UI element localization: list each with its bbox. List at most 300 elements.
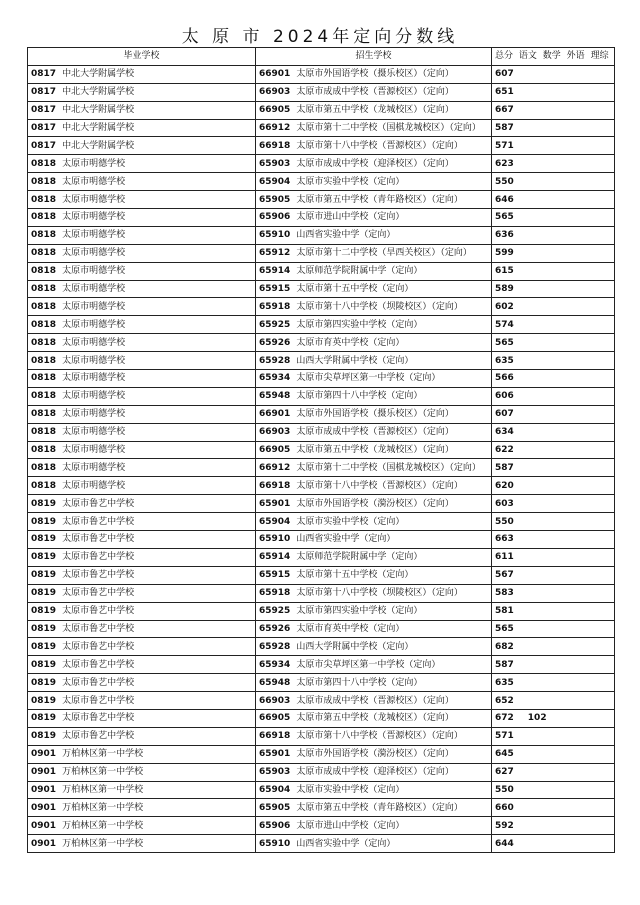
graduate-school-name: 太原市明德学校 bbox=[62, 319, 126, 330]
enroll-school-cell bbox=[256, 244, 492, 262]
graduate-school-name: 太原市明德学校 bbox=[62, 266, 126, 277]
score-cell bbox=[492, 548, 615, 566]
enroll-school-cell bbox=[256, 334, 492, 352]
graduate-school-cell bbox=[28, 191, 256, 209]
enroll-school-cell bbox=[256, 817, 492, 835]
enroll-school-cell bbox=[256, 173, 492, 191]
enroll-school-code: 66918 bbox=[259, 480, 291, 491]
enroll-school-cell bbox=[256, 763, 492, 781]
table-row bbox=[28, 477, 615, 495]
graduate-school-cell bbox=[28, 441, 256, 459]
enroll-school-code: 66905 bbox=[259, 445, 291, 456]
enroll-school-name: 太原师范学院附属中学（定向） bbox=[296, 266, 423, 277]
enroll-school-name: 山西省实验中学（定向） bbox=[296, 230, 396, 241]
table-row bbox=[28, 602, 615, 620]
enroll-school-code: 65925 bbox=[259, 606, 291, 617]
enroll-school-cell bbox=[256, 119, 492, 137]
graduate-school-cell bbox=[28, 405, 256, 423]
enroll-school-code: 65914 bbox=[259, 266, 291, 277]
total-score: 587 bbox=[495, 659, 514, 670]
table-row bbox=[28, 119, 615, 137]
enroll-school-code: 66918 bbox=[259, 731, 291, 742]
graduate-school-code: 0818 bbox=[31, 158, 57, 169]
graduate-school-code: 0818 bbox=[31, 212, 57, 223]
score-cell bbox=[492, 727, 615, 745]
enroll-school-name: 太原市第十五中学校（定向） bbox=[296, 284, 414, 295]
table-row bbox=[28, 727, 615, 745]
graduate-school-code: 0818 bbox=[31, 284, 57, 295]
enroll-school-cell bbox=[256, 387, 492, 405]
enroll-school-code: 65926 bbox=[259, 623, 291, 634]
graduate-school-cell bbox=[28, 101, 256, 119]
header-english: 外语 bbox=[566, 51, 585, 62]
graduate-school-name: 万柏林区第一中学校 bbox=[62, 802, 144, 813]
enroll-school-name: 太原市成成中学校（晋源校区）（定向） bbox=[296, 695, 454, 706]
graduate-school-code: 0817 bbox=[31, 123, 57, 133]
enroll-school-cell bbox=[256, 531, 492, 549]
graduate-school-code: 0818 bbox=[31, 445, 57, 456]
enroll-school-code: 65901 bbox=[259, 498, 291, 509]
enroll-school-code: 65910 bbox=[259, 838, 291, 849]
header-enroll-school: 招生学校 bbox=[256, 48, 492, 66]
enroll-school-code: 66903 bbox=[259, 695, 291, 706]
graduate-school-name: 太原市明德学校 bbox=[62, 176, 126, 187]
total-score: 623 bbox=[495, 158, 514, 169]
graduate-school-code: 0818 bbox=[31, 373, 57, 384]
total-score: 627 bbox=[495, 767, 514, 778]
score-cell bbox=[492, 513, 615, 531]
graduate-school-cell bbox=[28, 513, 256, 531]
enroll-school-code: 66905 bbox=[259, 713, 291, 724]
graduate-school-code: 0818 bbox=[31, 391, 57, 402]
table-row bbox=[28, 495, 615, 513]
graduate-school-name: 太原市鲁艺中学校 bbox=[62, 659, 135, 670]
header-scores bbox=[492, 48, 615, 66]
table-row bbox=[28, 316, 615, 334]
enroll-school-code: 65948 bbox=[259, 677, 291, 688]
graduate-school-code: 0819 bbox=[31, 695, 57, 706]
enroll-school-name: 太原市第五中学校（青年路校区）（定向） bbox=[296, 194, 463, 205]
enroll-school-cell bbox=[256, 674, 492, 692]
graduate-school-name: 太原市明德学校 bbox=[62, 212, 126, 223]
enroll-school-cell bbox=[256, 477, 492, 495]
score-cell bbox=[492, 692, 615, 710]
graduate-school-name: 太原市鲁艺中学校 bbox=[62, 516, 135, 527]
table-row bbox=[28, 173, 615, 191]
graduate-school-name: 太原市明德学校 bbox=[62, 337, 126, 348]
enroll-school-name: 太原师范学院附属中学（定向） bbox=[296, 552, 423, 563]
table-row bbox=[28, 262, 615, 280]
enroll-school-code: 66912 bbox=[259, 462, 291, 473]
enroll-school-code: 66901 bbox=[259, 69, 291, 80]
score-cell bbox=[492, 334, 615, 352]
table-row bbox=[28, 566, 615, 584]
graduate-school-name: 太原市明德学校 bbox=[62, 409, 126, 420]
graduate-school-cell bbox=[28, 602, 256, 620]
graduate-school-cell bbox=[28, 83, 256, 101]
score-cell bbox=[492, 155, 615, 173]
enroll-school-name: 太原市第十二中学校（旱西关校区）（定向） bbox=[296, 248, 472, 259]
graduate-school-cell bbox=[28, 155, 256, 173]
graduate-school-cell bbox=[28, 495, 256, 513]
enroll-school-name: 太原市第十二中学校（国棋龙城校区）（定向） bbox=[296, 462, 481, 473]
graduate-school-code: 0901 bbox=[31, 820, 57, 831]
enroll-school-name: 太原市第五中学校（龙城校区）（定向） bbox=[296, 445, 454, 456]
total-score: 550 bbox=[495, 784, 514, 795]
graduate-school-code: 0819 bbox=[31, 641, 57, 652]
table-row bbox=[28, 405, 615, 423]
total-score: 581 bbox=[495, 606, 514, 617]
total-score: 602 bbox=[495, 301, 514, 312]
graduate-school-code: 0901 bbox=[31, 838, 57, 849]
graduate-school-cell bbox=[28, 137, 256, 155]
graduate-school-name: 太原市鲁艺中学校 bbox=[62, 623, 135, 634]
graduate-school-cell bbox=[28, 817, 256, 835]
enroll-school-code: 65915 bbox=[259, 570, 291, 581]
graduate-school-cell bbox=[28, 656, 256, 674]
graduate-school-name: 太原市明德学校 bbox=[62, 355, 126, 366]
enroll-school-name: 太原市第十八中学校（晋源校区）（定向） bbox=[296, 731, 463, 742]
graduate-school-name: 太原市明德学校 bbox=[62, 248, 126, 259]
score-cell bbox=[492, 137, 615, 155]
total-score: 587 bbox=[495, 462, 514, 473]
total-score: 646 bbox=[495, 194, 514, 205]
enroll-school-cell bbox=[256, 638, 492, 656]
enroll-school-name: 山西大学附属中学校（定向） bbox=[296, 355, 414, 366]
score-cell bbox=[492, 298, 615, 316]
table-row bbox=[28, 65, 615, 83]
enroll-school-name: 太原市第四十八中学校（定向） bbox=[296, 391, 423, 402]
graduate-school-name: 太原市明德学校 bbox=[62, 445, 126, 456]
enroll-school-cell bbox=[256, 745, 492, 763]
enroll-school-name: 太原市成成中学校（迎泽校区）（定向） bbox=[296, 767, 454, 778]
score-cell bbox=[492, 387, 615, 405]
table-row bbox=[28, 137, 615, 155]
score-cell bbox=[492, 566, 615, 584]
score-cell bbox=[492, 370, 615, 388]
table-row bbox=[28, 513, 615, 531]
enroll-school-cell bbox=[256, 423, 492, 441]
enroll-school-code: 66901 bbox=[259, 409, 291, 420]
enroll-school-name: 太原市实验中学校（定向） bbox=[296, 176, 405, 187]
table-row bbox=[28, 692, 615, 710]
enroll-school-name: 太原市进山中学校（定向） bbox=[296, 212, 405, 223]
total-score: 565 bbox=[495, 337, 514, 348]
table-row bbox=[28, 101, 615, 119]
graduate-school-name: 万柏林区第一中学校 bbox=[62, 749, 144, 760]
total-score: 574 bbox=[495, 319, 514, 330]
graduate-school-code: 0901 bbox=[31, 784, 57, 795]
total-score: 583 bbox=[495, 588, 514, 599]
total-score: 607 bbox=[495, 69, 514, 80]
table-row bbox=[28, 441, 615, 459]
enroll-school-name: 太原市外国语学校（漪汾校区）（定向） bbox=[296, 498, 454, 509]
enroll-school-code: 66918 bbox=[259, 140, 291, 151]
header-graduate-school: 毕业学校 bbox=[28, 48, 256, 66]
graduate-school-cell bbox=[28, 334, 256, 352]
graduate-school-name: 太原市明德学校 bbox=[62, 427, 126, 438]
table-row bbox=[28, 638, 615, 656]
score-cell bbox=[492, 584, 615, 602]
graduate-school-code: 0818 bbox=[31, 176, 57, 187]
graduate-school-code: 0819 bbox=[31, 677, 57, 688]
graduate-school-code: 0819 bbox=[31, 570, 57, 581]
graduate-school-code: 0818 bbox=[31, 319, 57, 330]
graduate-school-code: 0817 bbox=[31, 105, 57, 116]
graduate-school-cell bbox=[28, 584, 256, 602]
enroll-school-name: 太原市外国语学校（摄乐校区）（定向） bbox=[296, 69, 454, 80]
enroll-school-name: 太原市育英中学校（定向） bbox=[296, 623, 405, 634]
total-score: 635 bbox=[495, 355, 514, 366]
total-score: 615 bbox=[495, 266, 514, 277]
table-row bbox=[28, 745, 615, 763]
enroll-school-code: 65903 bbox=[259, 767, 291, 778]
enroll-school-cell bbox=[256, 513, 492, 531]
graduate-school-code: 0819 bbox=[31, 552, 57, 563]
graduate-school-name: 太原市鲁艺中学校 bbox=[62, 713, 135, 724]
total-score: 651 bbox=[495, 87, 514, 98]
score-cell bbox=[492, 262, 615, 280]
enroll-school-code: 65905 bbox=[259, 194, 291, 205]
score-cell bbox=[492, 173, 615, 191]
graduate-school-code: 0818 bbox=[31, 337, 57, 348]
header-total: 总分 bbox=[495, 51, 514, 62]
enroll-school-name: 太原市成成中学校（晋源校区）（定向） bbox=[296, 427, 454, 438]
graduate-school-name: 太原市明德学校 bbox=[62, 301, 126, 312]
enroll-school-cell bbox=[256, 656, 492, 674]
enroll-school-cell bbox=[256, 191, 492, 209]
table-row bbox=[28, 835, 615, 853]
graduate-school-name: 太原市明德学校 bbox=[62, 284, 126, 295]
enroll-school-cell bbox=[256, 370, 492, 388]
score-cell bbox=[492, 709, 615, 727]
graduate-school-name: 中北大学附属学校 bbox=[62, 123, 135, 133]
enroll-school-name: 太原市第五中学校（青年路校区）（定向） bbox=[296, 802, 463, 813]
graduate-school-cell bbox=[28, 727, 256, 745]
table-row bbox=[28, 155, 615, 173]
total-score: 672 bbox=[495, 713, 514, 724]
graduate-school-name: 万柏林区第一中学校 bbox=[62, 838, 144, 849]
graduate-school-cell bbox=[28, 477, 256, 495]
enroll-school-name: 太原市第十八中学校（坝陵校区）（定向） bbox=[296, 588, 463, 599]
graduate-school-name: 太原市明德学校 bbox=[62, 230, 126, 241]
total-score: 644 bbox=[495, 838, 514, 849]
graduate-school-code: 0818 bbox=[31, 266, 57, 277]
graduate-school-code: 0817 bbox=[31, 87, 57, 98]
total-score: 622 bbox=[495, 445, 514, 456]
graduate-school-cell bbox=[28, 674, 256, 692]
score-cell bbox=[492, 119, 615, 137]
graduate-school-cell bbox=[28, 387, 256, 405]
enroll-school-cell bbox=[256, 727, 492, 745]
table-header-row bbox=[28, 48, 615, 66]
graduate-school-code: 0818 bbox=[31, 194, 57, 205]
graduate-school-cell bbox=[28, 835, 256, 853]
table-row bbox=[28, 620, 615, 638]
table-row bbox=[28, 459, 615, 477]
score-cell bbox=[492, 817, 615, 835]
graduate-school-code: 0819 bbox=[31, 588, 57, 599]
table-row bbox=[28, 334, 615, 352]
enroll-school-code: 65934 bbox=[259, 659, 291, 670]
enroll-school-cell bbox=[256, 101, 492, 119]
total-score: 634 bbox=[495, 427, 514, 438]
graduate-school-cell bbox=[28, 423, 256, 441]
enroll-school-cell bbox=[256, 83, 492, 101]
graduate-school-code: 0819 bbox=[31, 606, 57, 617]
enroll-school-name: 太原市成成中学校（晋源校区）（定向） bbox=[296, 87, 454, 98]
score-cell bbox=[492, 316, 615, 334]
total-score: 660 bbox=[495, 802, 514, 813]
enroll-school-code: 65906 bbox=[259, 212, 291, 223]
graduate-school-name: 万柏林区第一中学校 bbox=[62, 767, 144, 778]
table-row bbox=[28, 370, 615, 388]
score-cell bbox=[492, 352, 615, 370]
graduate-school-name: 中北大学附属学校 bbox=[62, 87, 135, 98]
enroll-school-code: 65905 bbox=[259, 802, 291, 813]
graduate-school-code: 0818 bbox=[31, 355, 57, 366]
graduate-school-name: 中北大学附属学校 bbox=[62, 140, 135, 151]
graduate-school-code: 0819 bbox=[31, 534, 57, 545]
graduate-school-code: 0819 bbox=[31, 516, 57, 527]
enroll-school-cell bbox=[256, 441, 492, 459]
table-row bbox=[28, 352, 615, 370]
total-score: 620 bbox=[495, 480, 514, 491]
enroll-school-cell bbox=[256, 548, 492, 566]
table-row bbox=[28, 674, 615, 692]
enroll-school-cell bbox=[256, 298, 492, 316]
table-row bbox=[28, 191, 615, 209]
enroll-school-code: 65918 bbox=[259, 588, 291, 599]
score-cell bbox=[492, 441, 615, 459]
graduate-school-cell bbox=[28, 280, 256, 298]
total-score: 607 bbox=[495, 409, 514, 420]
score-cell bbox=[492, 477, 615, 495]
score-cell bbox=[492, 226, 615, 244]
graduate-school-name: 太原市鲁艺中学校 bbox=[62, 695, 135, 706]
score-cell bbox=[492, 674, 615, 692]
total-score: 567 bbox=[495, 570, 514, 581]
graduate-school-name: 太原市明德学校 bbox=[62, 391, 126, 402]
score-cell bbox=[492, 83, 615, 101]
graduate-school-name: 太原市明德学校 bbox=[62, 480, 126, 491]
table-row bbox=[28, 83, 615, 101]
graduate-school-cell bbox=[28, 209, 256, 227]
enroll-school-name: 太原市尖草坪区第一中学校（定向） bbox=[296, 659, 441, 670]
enroll-school-code: 65903 bbox=[259, 158, 291, 169]
table-row bbox=[28, 423, 615, 441]
total-score: 571 bbox=[495, 731, 514, 742]
table-row bbox=[28, 298, 615, 316]
enroll-school-name: 太原市第五中学校（龙城校区）（定向） bbox=[296, 105, 454, 116]
table-row bbox=[28, 244, 615, 262]
enroll-school-name: 太原市外国语学校（摄乐校区）（定向） bbox=[296, 409, 454, 420]
graduate-school-code: 0819 bbox=[31, 659, 57, 670]
graduate-school-code: 0818 bbox=[31, 230, 57, 241]
graduate-school-name: 太原市鲁艺中学校 bbox=[62, 570, 135, 581]
score-cell bbox=[492, 763, 615, 781]
graduate-school-cell bbox=[28, 316, 256, 334]
enroll-school-name: 太原市第五中学校（龙城校区）（定向） bbox=[296, 713, 454, 724]
table-row bbox=[28, 781, 615, 799]
enroll-school-cell bbox=[256, 155, 492, 173]
graduate-school-code: 0901 bbox=[31, 749, 57, 760]
enroll-school-code: 65904 bbox=[259, 784, 291, 795]
graduate-school-code: 0818 bbox=[31, 248, 57, 259]
enroll-school-code: 65901 bbox=[259, 749, 291, 760]
graduate-school-cell bbox=[28, 262, 256, 280]
graduate-school-name: 中北大学附属学校 bbox=[62, 69, 135, 80]
graduate-school-cell bbox=[28, 638, 256, 656]
enroll-school-code: 65925 bbox=[259, 319, 291, 330]
graduate-school-cell bbox=[28, 799, 256, 817]
total-score: 652 bbox=[495, 695, 514, 706]
enroll-school-cell bbox=[256, 709, 492, 727]
enroll-school-cell bbox=[256, 280, 492, 298]
enroll-school-cell bbox=[256, 459, 492, 477]
enroll-school-cell bbox=[256, 602, 492, 620]
graduate-school-code: 0818 bbox=[31, 301, 57, 312]
total-score: 565 bbox=[495, 623, 514, 634]
enroll-school-code: 65910 bbox=[259, 534, 291, 545]
enroll-school-code: 65918 bbox=[259, 301, 291, 312]
enroll-school-code: 65915 bbox=[259, 284, 291, 295]
enroll-school-name: 山西省实验中学（定向） bbox=[296, 838, 396, 849]
enroll-school-name: 太原市第四实验中学校（定向） bbox=[296, 606, 423, 617]
header-science: 理综 bbox=[590, 51, 609, 62]
graduate-school-code: 0819 bbox=[31, 713, 57, 724]
enroll-school-code: 65928 bbox=[259, 641, 291, 652]
enroll-school-name: 太原市进山中学校（定向） bbox=[296, 820, 405, 831]
enroll-school-cell bbox=[256, 316, 492, 334]
enroll-school-name: 太原市第十五中学校（定向） bbox=[296, 570, 414, 581]
graduate-school-cell bbox=[28, 781, 256, 799]
graduate-school-name: 太原市鲁艺中学校 bbox=[62, 588, 135, 599]
graduate-school-name: 太原市鲁艺中学校 bbox=[62, 731, 135, 742]
total-score: 606 bbox=[495, 391, 514, 402]
enroll-school-cell bbox=[256, 209, 492, 227]
graduate-school-code: 0817 bbox=[31, 140, 57, 151]
page-title: 太 原 市 2024年定向分数线 bbox=[181, 27, 459, 47]
graduate-school-cell bbox=[28, 566, 256, 584]
graduate-school-cell bbox=[28, 745, 256, 763]
total-score: 571 bbox=[495, 140, 514, 151]
enroll-school-code: 65926 bbox=[259, 337, 291, 348]
graduate-school-name: 太原市明德学校 bbox=[62, 158, 126, 169]
graduate-school-cell bbox=[28, 763, 256, 781]
score-cell bbox=[492, 602, 615, 620]
enroll-school-name: 太原市成成中学校（迎泽校区）（定向） bbox=[296, 158, 454, 169]
graduate-school-code: 0817 bbox=[31, 69, 57, 80]
table-row bbox=[28, 709, 615, 727]
total-score: 635 bbox=[495, 677, 514, 688]
table-row bbox=[28, 817, 615, 835]
score-cell bbox=[492, 745, 615, 763]
enroll-school-name: 太原市第十八中学校（晋源校区）（定向） bbox=[296, 480, 463, 491]
score-cell bbox=[492, 191, 615, 209]
graduate-school-cell bbox=[28, 226, 256, 244]
enroll-school-name: 太原市第四实验中学校（定向） bbox=[296, 319, 423, 330]
enroll-school-cell bbox=[256, 781, 492, 799]
score-cell bbox=[492, 531, 615, 549]
enroll-school-cell bbox=[256, 620, 492, 638]
graduate-school-code: 0819 bbox=[31, 731, 57, 742]
score-cell bbox=[492, 799, 615, 817]
table-row bbox=[28, 387, 615, 405]
graduate-school-code: 0818 bbox=[31, 409, 57, 420]
enroll-school-cell bbox=[256, 584, 492, 602]
enroll-school-name: 太原市外国语学校（漪汾校区）（定向） bbox=[296, 749, 454, 760]
